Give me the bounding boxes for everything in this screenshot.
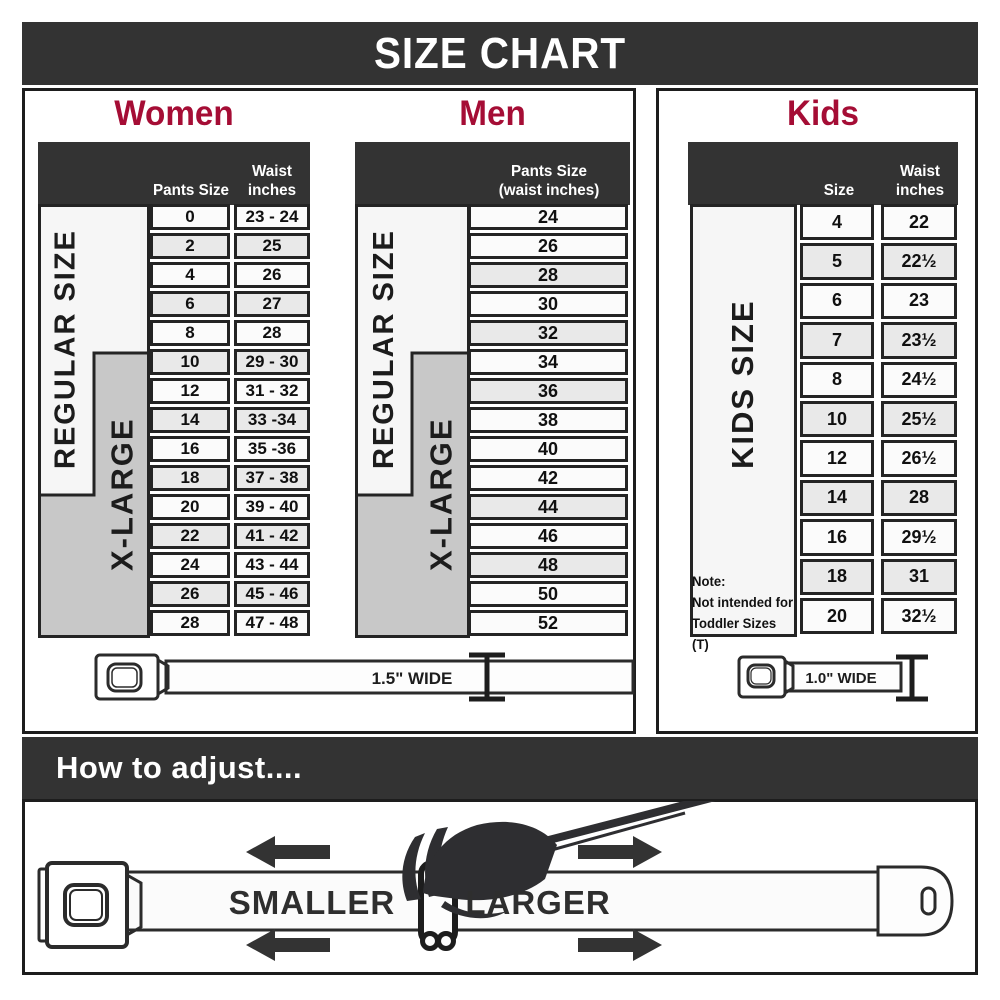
table-row bbox=[800, 243, 957, 279]
column-header-size: Size bbox=[823, 181, 855, 199]
table-row bbox=[150, 610, 310, 636]
belt-width-label: 1.5" WIDE bbox=[371, 669, 453, 688]
men-table-rows bbox=[468, 204, 628, 639]
waist-cell: 23½ bbox=[881, 322, 957, 358]
belt-width-label: 1.0" WIDE bbox=[805, 670, 877, 687]
pants-size-cell: 48 bbox=[468, 552, 628, 578]
table-row bbox=[468, 291, 628, 317]
waist-cell: 41 - 42 bbox=[234, 523, 310, 549]
table-row bbox=[150, 233, 310, 259]
kids-table-header bbox=[688, 142, 958, 205]
men-heading: Men bbox=[459, 94, 526, 133]
table-row bbox=[150, 552, 310, 578]
men-header-line1: Pants Size bbox=[510, 162, 588, 180]
arrow-left-icon bbox=[246, 836, 330, 868]
men-xlarge-label: X-LARGE bbox=[423, 417, 459, 571]
pants-size-cell: 28 bbox=[468, 262, 628, 288]
pants-size-cell: 52 bbox=[468, 610, 628, 636]
column-header-pants-size: Pants Size bbox=[152, 181, 230, 199]
size-cell: 4 bbox=[800, 204, 874, 240]
table-row bbox=[800, 401, 957, 437]
table-row bbox=[468, 378, 628, 404]
pants-size-cell: 46 bbox=[468, 523, 628, 549]
size-cell: 14 bbox=[800, 480, 874, 516]
table-row bbox=[800, 440, 957, 476]
table-row bbox=[800, 283, 957, 319]
note-line: Toddler Sizes (T) bbox=[692, 615, 777, 652]
seatbelt-buckle-icon bbox=[39, 863, 141, 947]
table-row bbox=[468, 581, 628, 607]
waist-cell: 22 bbox=[881, 204, 957, 240]
pants-size-cell: 8 bbox=[150, 320, 230, 346]
size-cell: 12 bbox=[800, 440, 874, 476]
size-cell: 18 bbox=[800, 559, 874, 595]
table-row bbox=[800, 559, 957, 595]
size-cell: 7 bbox=[800, 322, 874, 358]
pants-size-cell: 24 bbox=[150, 552, 230, 578]
column-header-waist-line2: inches bbox=[247, 181, 297, 199]
table-row bbox=[468, 233, 628, 259]
waist-cell: 29½ bbox=[881, 519, 957, 555]
title-band bbox=[22, 22, 978, 85]
women-table-header bbox=[38, 142, 310, 205]
table-row bbox=[468, 262, 628, 288]
note-line: Not intended for bbox=[692, 594, 794, 610]
size-cell: 6 bbox=[800, 283, 874, 319]
pants-size-cell: 50 bbox=[468, 581, 628, 607]
table-row bbox=[150, 378, 310, 404]
table-row bbox=[468, 494, 628, 520]
waist-cell: 31 bbox=[881, 559, 957, 595]
waist-cell: 23 - 24 bbox=[234, 204, 310, 230]
table-row bbox=[468, 349, 628, 375]
kids-note bbox=[692, 572, 795, 656]
table-row bbox=[150, 320, 310, 346]
table-row bbox=[468, 436, 628, 462]
table-row bbox=[150, 291, 310, 317]
waist-cell: 35 -36 bbox=[234, 436, 310, 462]
waist-cell: 22½ bbox=[881, 243, 957, 279]
column-header-pants-size-waist bbox=[472, 162, 626, 200]
column-header-waist bbox=[883, 162, 957, 200]
pants-size-cell: 14 bbox=[150, 407, 230, 433]
pants-size-cell: 4 bbox=[150, 262, 230, 288]
adult-belt-illustration bbox=[90, 648, 636, 706]
table-row bbox=[800, 204, 957, 240]
women-xlarge-label: X-LARGE bbox=[104, 417, 140, 571]
seatbelt-buckle-icon bbox=[739, 657, 793, 697]
table-row bbox=[800, 519, 957, 555]
pants-size-cell: 6 bbox=[150, 291, 230, 317]
how-to-adjust-band bbox=[22, 737, 978, 799]
women-regular-size-label: REGULAR SIZE bbox=[49, 229, 82, 470]
pants-size-cell: 36 bbox=[468, 378, 628, 404]
waist-cell: 25½ bbox=[881, 401, 957, 437]
size-cell: 10 bbox=[800, 401, 874, 437]
table-row bbox=[150, 349, 310, 375]
pants-size-cell: 22 bbox=[150, 523, 230, 549]
adjust-belt-illustration bbox=[25, 801, 975, 971]
waist-cell: 39 - 40 bbox=[234, 494, 310, 520]
waist-cell: 31 - 32 bbox=[234, 378, 310, 404]
pants-size-cell: 44 bbox=[468, 494, 628, 520]
belt-tip-icon bbox=[878, 867, 952, 935]
table-row bbox=[468, 407, 628, 433]
table-row bbox=[150, 523, 310, 549]
table-row bbox=[150, 581, 310, 607]
women-heading: Women bbox=[114, 94, 234, 133]
waist-cell: 27 bbox=[234, 291, 310, 317]
waist-cell: 29 - 30 bbox=[234, 349, 310, 375]
pants-size-cell: 26 bbox=[150, 581, 230, 607]
waist-cell: 26½ bbox=[881, 440, 957, 476]
pants-size-cell: 2 bbox=[150, 233, 230, 259]
size-cell: 20 bbox=[800, 598, 874, 634]
page-title: SIZE CHART bbox=[373, 28, 627, 78]
pants-size-cell: 16 bbox=[150, 436, 230, 462]
pants-size-cell: 12 bbox=[150, 378, 230, 404]
waist-cell: 28 bbox=[234, 320, 310, 346]
pants-size-cell: 18 bbox=[150, 465, 230, 491]
column-header-waist bbox=[234, 162, 310, 200]
waist-cell: 23 bbox=[881, 283, 957, 319]
women-table-rows bbox=[150, 204, 310, 639]
table-row bbox=[800, 480, 957, 516]
pants-size-cell: 38 bbox=[468, 407, 628, 433]
waist-cell: 32½ bbox=[881, 598, 957, 634]
arrow-right-icon bbox=[578, 929, 662, 961]
pants-size-cell: 10 bbox=[150, 349, 230, 375]
kids-heading: Kids bbox=[786, 94, 860, 133]
table-row bbox=[150, 407, 310, 433]
men-regular-size-label: REGULAR SIZE bbox=[368, 229, 400, 470]
waist-cell: 43 - 44 bbox=[234, 552, 310, 578]
waist-cell: 28 bbox=[881, 480, 957, 516]
size-cell: 16 bbox=[800, 519, 874, 555]
table-row bbox=[150, 262, 310, 288]
table-row bbox=[800, 362, 957, 398]
waist-cell: 47 - 48 bbox=[234, 610, 310, 636]
table-row bbox=[468, 610, 628, 636]
waist-cell: 37 - 38 bbox=[234, 465, 310, 491]
pants-size-cell: 24 bbox=[468, 204, 628, 230]
table-row bbox=[800, 598, 957, 634]
table-row bbox=[800, 322, 957, 358]
pants-size-cell: 20 bbox=[150, 494, 230, 520]
table-row bbox=[468, 320, 628, 346]
pants-size-cell: 30 bbox=[468, 291, 628, 317]
waist-cell: 33 -34 bbox=[234, 407, 310, 433]
size-cell: 8 bbox=[800, 362, 874, 398]
arrow-right-icon bbox=[578, 836, 662, 868]
arrow-left-icon bbox=[246, 929, 330, 961]
table-row bbox=[150, 494, 310, 520]
note-line: Note: bbox=[692, 574, 726, 589]
pants-size-cell: 26 bbox=[468, 233, 628, 259]
table-row bbox=[468, 465, 628, 491]
waist-cell: 25 bbox=[234, 233, 310, 259]
kids-table-rows bbox=[800, 204, 957, 637]
pants-size-cell: 0 bbox=[150, 204, 230, 230]
table-row bbox=[468, 552, 628, 578]
table-row bbox=[150, 204, 310, 230]
table-row bbox=[468, 523, 628, 549]
larger-label: LARGER bbox=[465, 884, 611, 921]
pants-size-cell: 42 bbox=[468, 465, 628, 491]
smaller-label: SMALLER bbox=[228, 884, 396, 921]
pants-size-cell: 28 bbox=[150, 610, 230, 636]
kids-waist-line1: Waist bbox=[900, 162, 940, 180]
pants-size-cell: 32 bbox=[468, 320, 628, 346]
men-header-line2: (waist inches) bbox=[498, 181, 600, 199]
pants-size-cell: 40 bbox=[468, 436, 628, 462]
table-row bbox=[150, 465, 310, 491]
kids-waist-line2: inches bbox=[895, 181, 945, 199]
waist-cell: 26 bbox=[234, 262, 310, 288]
waist-cell: 45 - 46 bbox=[234, 581, 310, 607]
column-header-waist-line1: Waist bbox=[252, 162, 292, 180]
men-table-header bbox=[355, 142, 630, 205]
kids-size-label: KIDS SIZE bbox=[725, 299, 760, 469]
waist-cell: 24½ bbox=[881, 362, 957, 398]
pants-size-cell: 34 bbox=[468, 349, 628, 375]
how-to-adjust-title: How to adjust.... bbox=[56, 750, 303, 785]
seatbelt-buckle-icon bbox=[96, 655, 168, 699]
table-row bbox=[150, 436, 310, 462]
kids-belt-illustration bbox=[735, 652, 930, 704]
size-cell: 5 bbox=[800, 243, 874, 279]
table-row bbox=[468, 204, 628, 230]
